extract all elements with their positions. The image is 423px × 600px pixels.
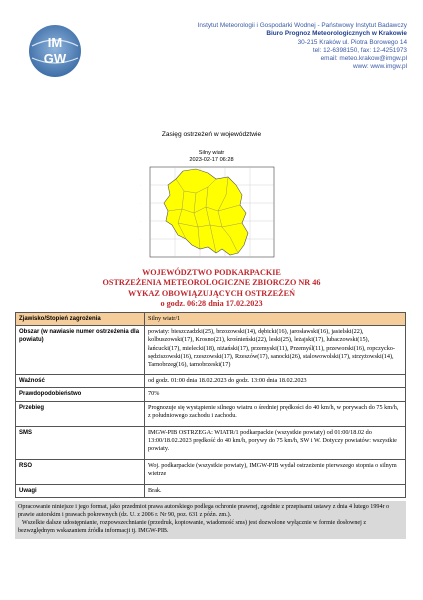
imgw-logo: [26, 22, 84, 80]
row-key: Przebieg: [16, 401, 145, 426]
map-caption: [0, 150, 423, 165]
row-key: Prawdopodobieństwo: [16, 388, 145, 401]
row-key: Uwagi: [16, 484, 145, 497]
title-warning-number: OSTRZEŻENIA METEOROLOGICZNE ZBIORCZO NR 46: [102, 278, 321, 288]
svg-text:·: ·: [140, 201, 141, 205]
institute-name: Instytut Meteorologii i Gospodarki Wodnej - Państwowy Instytut Badawczy: [197, 22, 407, 29]
row-key: Zjawisko/Stopień zagrożenia: [16, 313, 145, 326]
row-value: IMGW-PIB OSTRZEGA: WIATR/1 podkarpackie (wszystkie powiaty) od 01:00/18.02 do 13:00/18.02.2023 prędkość do 40 km/h, porywy do 75 km/h, SW i W. Dotyczy powiatów: wszystkie powiaty.: [145, 426, 406, 459]
title-region: WOJEWÓDZTWO PODKARPACKIE: [142, 268, 281, 277]
map-datetime: 2023-02-17 06:28: [189, 157, 234, 164]
table-row-sms: [16, 426, 406, 459]
office-name: Biuro Prognoz Meteorologicznych w Krakowie: [266, 30, 407, 38]
svg-text:·: ·: [140, 183, 141, 187]
map-heading: Zasięg ostrzeżeń w województwie: [161, 131, 262, 138]
row-value: Woj. podkarpackie (wszystkie powiaty), IMGW-PIB wydał ostrzeżenie pierwszego stopnia o silnym wietrze: [145, 459, 406, 484]
table-row-remarks: [16, 484, 406, 497]
row-value: Prognozuje się wystąpienie silnego wiatru o średniej prędkości do 40 km/h, w porywach do 75 km/h, z południowego zachodu i zachodu.: [145, 401, 406, 426]
row-key: RSO: [16, 459, 145, 484]
office-email[interactable]: email: meteo.krakow@imgw.pl: [320, 55, 407, 63]
table-row-area: [16, 326, 406, 375]
map-hazard: Silny wiatr: [198, 150, 225, 156]
table-row-probability: [16, 388, 406, 401]
distribution-paragraph: Wszelkie dalsze udostępnianie, rozpowszechnianie (przedruk, kopiowanie, wiadomość sms) jest dozwolone wyłącznie w formie dosłownej z bezwzględnym wskazaniem źródła informacji tj. IMGW-PIB.: [18, 519, 367, 534]
copyright-paragraph: Opracowanie niniejsze i jego format, jako przedmiot prawa autorskiego podlega ochronie prawnej, zgodnie z przepisami ustawy z dnia 4 lutego 1994r o prawie autorskim i prawach pokrewnych (dz. U. z 2006 r. Nr 90, poz. 631 z późn. zm.).: [18, 504, 390, 518]
logo-text-bottom: GW: [43, 51, 67, 66]
table-row-validity: [16, 375, 406, 388]
row-value: Silny wiatr/1: [145, 313, 406, 326]
title-list: WYKAZ OBOWIĄZUJĄCYCH OSTRZEŻEŃ: [128, 288, 295, 298]
row-key: SMS: [16, 426, 145, 459]
row-value: 70%: [145, 388, 406, 401]
row-value: powiaty: bieszczadzki(25), brzozowski(14), dębicki(16), jarosławski(16), jasielski(22), kolbuszowski(17), Krosno(21), krośnieński(22), leski(25), leżajski(17), lubaczowski(15), łańcucki(17), mielecki(18), niżański(17), przemyski(11), Przemyśl(11), przeworski(16), ropczycko-sędziszowski(16), rzeszowski(17), Rzeszów(17), sanocki(26), stalowowolski(17), strzyżowski(14), Tarnobrzeg(16), tarnobrzeski(17): [145, 326, 406, 375]
logo-text-top: IM: [47, 35, 63, 50]
map-tick-labels: [140, 183, 141, 241]
svg-text:·: ·: [140, 219, 141, 223]
row-value: Brak.: [145, 484, 406, 497]
warning-table: [15, 312, 406, 498]
copyright-notice: [15, 501, 406, 539]
warning-title: [0, 268, 423, 309]
title-issued: o godz. 06:28 dnia 17.02.2023: [160, 298, 263, 308]
office-address: 30-215 Kraków ul. Piotra Borowego 14: [297, 38, 407, 46]
row-key: Ważność: [16, 375, 145, 388]
svg-text:·: ·: [140, 237, 141, 241]
table-row-rso: [16, 459, 406, 484]
row-value: od godz. 01:00 dnia 18.02.2023 do godz. 13:00 dnia 18.02.2023: [145, 375, 406, 388]
institute-header: [107, 22, 407, 72]
office-website[interactable]: www: www.imgw.pl: [353, 63, 407, 71]
table-row-course: [16, 401, 406, 426]
voivodeship-map: [138, 165, 286, 265]
row-key: Obszar (w nawiasie numer ostrzeżenia dla powiatu): [16, 326, 145, 375]
office-phone: tel: 12-6398150, fax: 12-4251973: [312, 46, 407, 54]
table-row-phenomenon: [16, 313, 406, 326]
